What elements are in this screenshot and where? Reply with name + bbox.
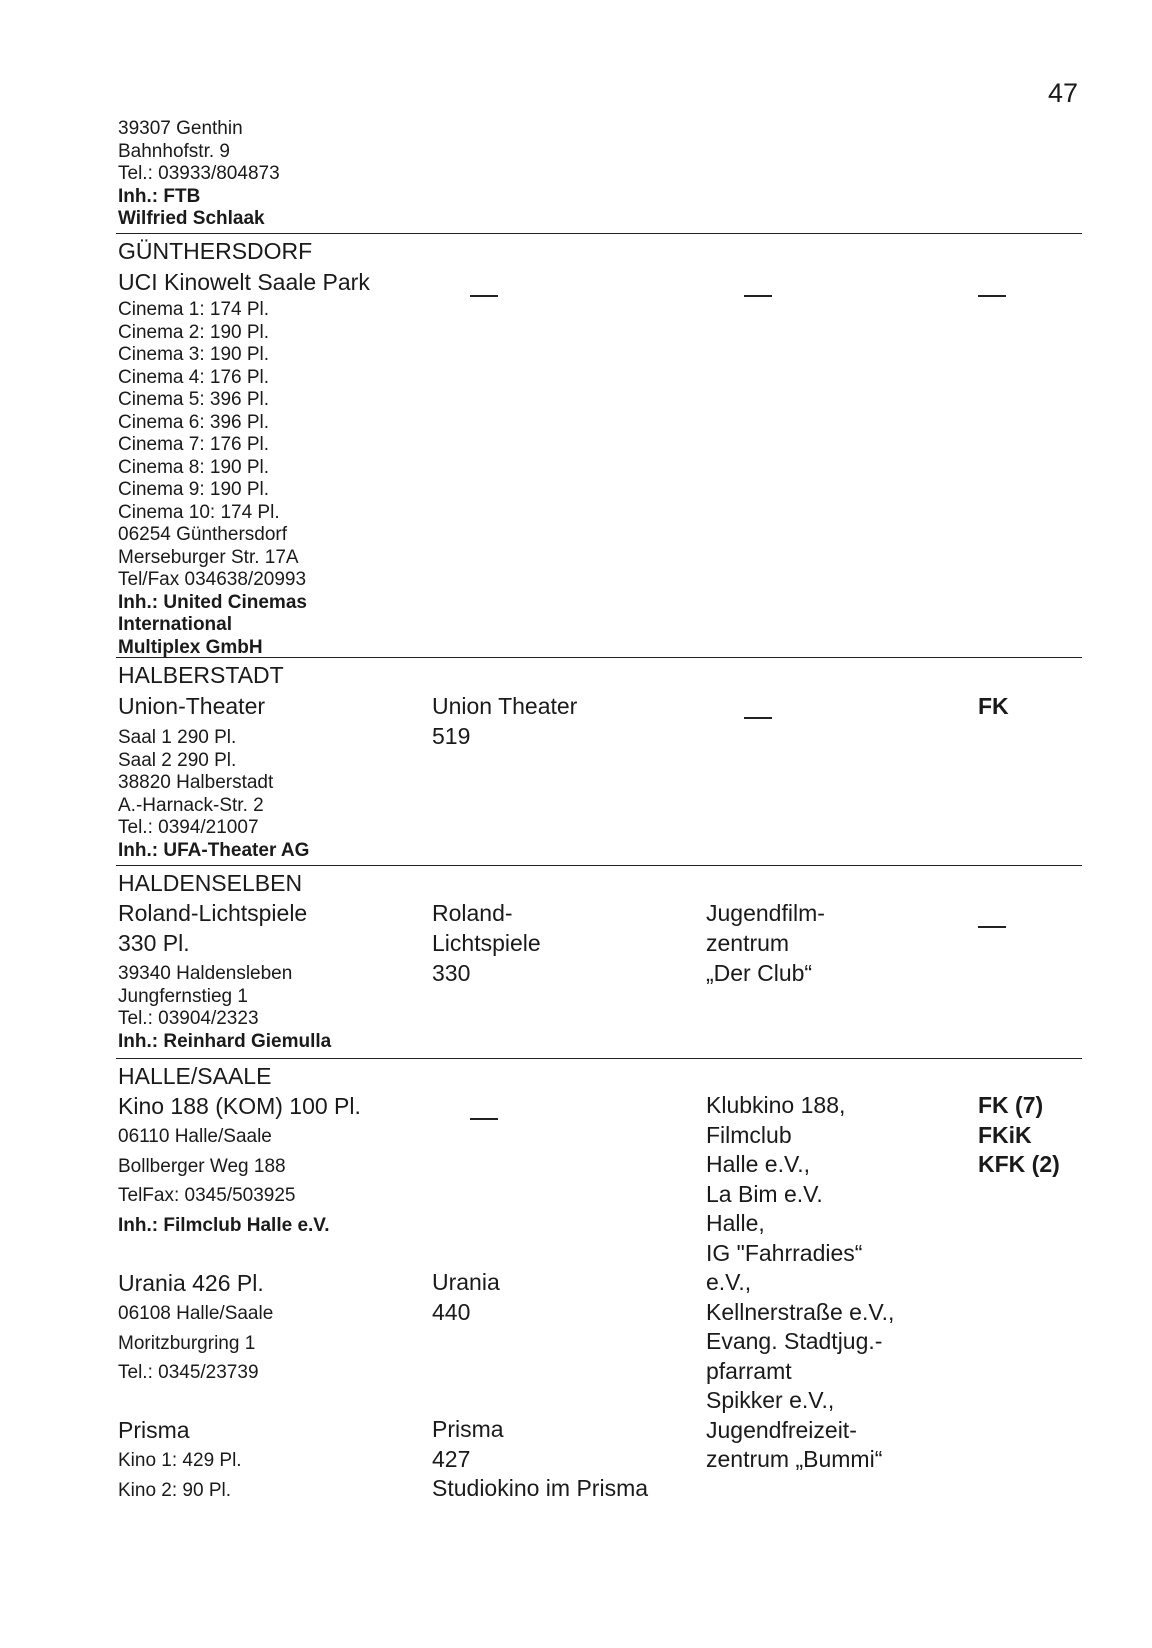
cinema-name xyxy=(118,898,307,958)
section-divider xyxy=(116,865,1082,866)
text-line: Bahnhofstr. 9 xyxy=(118,140,230,162)
text-line: IG "Fahrradies“ xyxy=(706,1239,863,1266)
text-line: Halle e.V., xyxy=(706,1151,810,1177)
cinema-details xyxy=(118,727,309,862)
column-entry xyxy=(432,1415,648,1504)
text-line: Merseburger Str. 17A xyxy=(118,546,299,568)
owner-line: International xyxy=(118,614,233,635)
text-line: Urania xyxy=(432,1269,500,1295)
text-line: e.V., xyxy=(706,1269,752,1295)
text-line: Tel.: 03904/2323 xyxy=(118,1008,259,1029)
text-line: Evang. Stadtjug.- xyxy=(706,1328,883,1354)
text-line: Prisma xyxy=(432,1416,504,1442)
cinema-details xyxy=(118,963,331,1053)
category-code: FKiK xyxy=(978,1121,1032,1148)
text-line: Cinema 9: 190 Pl. xyxy=(118,479,270,500)
text-line: Tel/Fax 034638/20993 xyxy=(118,569,307,590)
cinema-details xyxy=(118,299,307,659)
owner-line: Inh.: FTB xyxy=(118,185,201,207)
text-line: 330 Pl. xyxy=(118,930,190,956)
text-line: 427 xyxy=(432,1445,471,1472)
owner-line: Inh.: UFA-Theater AG xyxy=(118,839,310,861)
city-heading: HALBERSTADT xyxy=(118,662,284,688)
text-line: 38820 Halberstadt xyxy=(118,772,274,793)
owner-line: Inh.: Filmclub Halle e.V. xyxy=(118,1214,330,1236)
city-heading: HALDENSELBEN xyxy=(118,870,303,896)
text-line: La Bim e.V. xyxy=(706,1180,823,1207)
text-line: Saal 1 290 Pl. xyxy=(118,727,237,748)
text-line: 39307 Genthin xyxy=(118,118,243,139)
text-line: A.-Harnack-Str. 2 xyxy=(118,794,264,816)
text-line: Bollberger Weg 188 xyxy=(118,1155,286,1177)
section-divider xyxy=(116,657,1082,658)
text-line: 440 xyxy=(432,1298,471,1325)
text-line: Studiokino im Prisma xyxy=(432,1475,649,1501)
text-line: 39340 Haldensleben xyxy=(118,963,293,984)
text-line: Cinema 7: 176 Pl. xyxy=(118,434,270,455)
dash-mark xyxy=(470,1118,498,1120)
text-line: zentrum „Bummi“ xyxy=(706,1446,883,1472)
section-divider xyxy=(116,1058,1082,1059)
text-line: 519 xyxy=(432,723,471,749)
cinema-details xyxy=(118,1299,273,1388)
text-line: Filmclub xyxy=(706,1121,792,1148)
text-line: 330 xyxy=(432,960,471,986)
dash-mark xyxy=(470,295,498,297)
cinema-details xyxy=(118,1122,330,1240)
text-line: 06254 Günthersdorf xyxy=(118,524,288,545)
text-line: Kellnerstraße e.V., xyxy=(706,1298,895,1325)
text-line: Cinema 1: 174 Pl. xyxy=(118,299,270,320)
text-line: Cinema 8: 190 Pl. xyxy=(118,456,270,478)
cinema-name: Kino 188 (KOM) 100 Pl. xyxy=(118,1093,361,1119)
text-line: Kino 2: 90 Pl. xyxy=(118,1479,232,1501)
text-line: 06110 Halle/Saale xyxy=(118,1126,272,1147)
text-line: Roland- xyxy=(432,900,513,926)
column-entry xyxy=(432,898,541,988)
city-heading: HALLE/SAALE xyxy=(118,1063,272,1089)
text-line: Saal 2 290 Pl. xyxy=(118,749,237,771)
cinema-details xyxy=(118,1446,242,1505)
text-line: Moritzburgring 1 xyxy=(118,1332,256,1354)
text-line: Tel.: 0394/21007 xyxy=(118,817,259,838)
text-line: Spikker e.V., xyxy=(706,1387,835,1413)
text-line: Cinema 10: 174 Pl. xyxy=(118,501,280,523)
dash-mark xyxy=(744,717,772,719)
dash-mark xyxy=(978,926,1006,928)
owner-line: Inh.: United Cinemas xyxy=(118,591,307,613)
cinema-name: Prisma xyxy=(118,1417,190,1443)
cinema-name: UCI Kinowelt Saale Park xyxy=(118,269,370,295)
text-line: Cinema 5: 396 Pl. xyxy=(118,389,270,410)
city-heading: GÜNTHERSDORF xyxy=(118,238,313,264)
column-entry xyxy=(706,898,825,988)
genthin-block xyxy=(118,118,280,231)
text-line: Kino 1: 429 Pl. xyxy=(118,1450,242,1471)
category-code: KFK (2) xyxy=(978,1151,1060,1177)
category-code: FK (7) xyxy=(978,1092,1044,1118)
text-line: Lichtspiele xyxy=(432,930,541,956)
column-entry xyxy=(432,1268,500,1327)
text-line: Halle, xyxy=(706,1210,765,1236)
text-line: Jugendfilm- xyxy=(706,900,825,926)
text-line: Jungfernstieg 1 xyxy=(118,985,248,1007)
text-line: „Der Club“ xyxy=(706,960,813,986)
owner-line: Multiplex GmbH xyxy=(118,636,263,658)
dash-mark xyxy=(744,295,772,297)
column-entry xyxy=(706,1091,894,1475)
text-line: Tel.: 0345/23739 xyxy=(118,1362,259,1383)
owner-line: Inh.: Reinhard Giemulla xyxy=(118,1030,332,1052)
text-line: pfarramt xyxy=(706,1357,792,1384)
category-code: FK xyxy=(978,693,1009,719)
text-line: zentrum xyxy=(706,930,790,956)
text-line: Roland-Lichtspiele xyxy=(118,900,308,926)
text-line: Klubkino 188, xyxy=(706,1092,846,1118)
text-line: Cinema 3: 190 Pl. xyxy=(118,344,270,365)
text-line: 06108 Halle/Saale xyxy=(118,1303,274,1324)
text-line: TelFax: 0345/503925 xyxy=(118,1185,296,1206)
category-codes xyxy=(978,1091,1060,1180)
section-divider xyxy=(116,233,1082,234)
page-number: 47 xyxy=(1048,78,1079,108)
owner-line: Wilfried Schlaak xyxy=(118,208,265,229)
text-line: Cinema 6: 396 Pl. xyxy=(118,411,270,433)
text-line: Cinema 4: 176 Pl. xyxy=(118,366,270,388)
cinema-name: Urania 426 Pl. xyxy=(118,1270,264,1296)
column-entry xyxy=(432,691,577,751)
text-line: Tel.: 03933/804873 xyxy=(118,163,280,184)
cinema-name: Union-Theater xyxy=(118,693,266,719)
text-line: Cinema 2: 190 Pl. xyxy=(118,321,270,343)
text-line: Jugendfreizeit- xyxy=(706,1416,857,1443)
dash-mark xyxy=(978,295,1006,297)
text-line: Union Theater xyxy=(432,693,578,719)
